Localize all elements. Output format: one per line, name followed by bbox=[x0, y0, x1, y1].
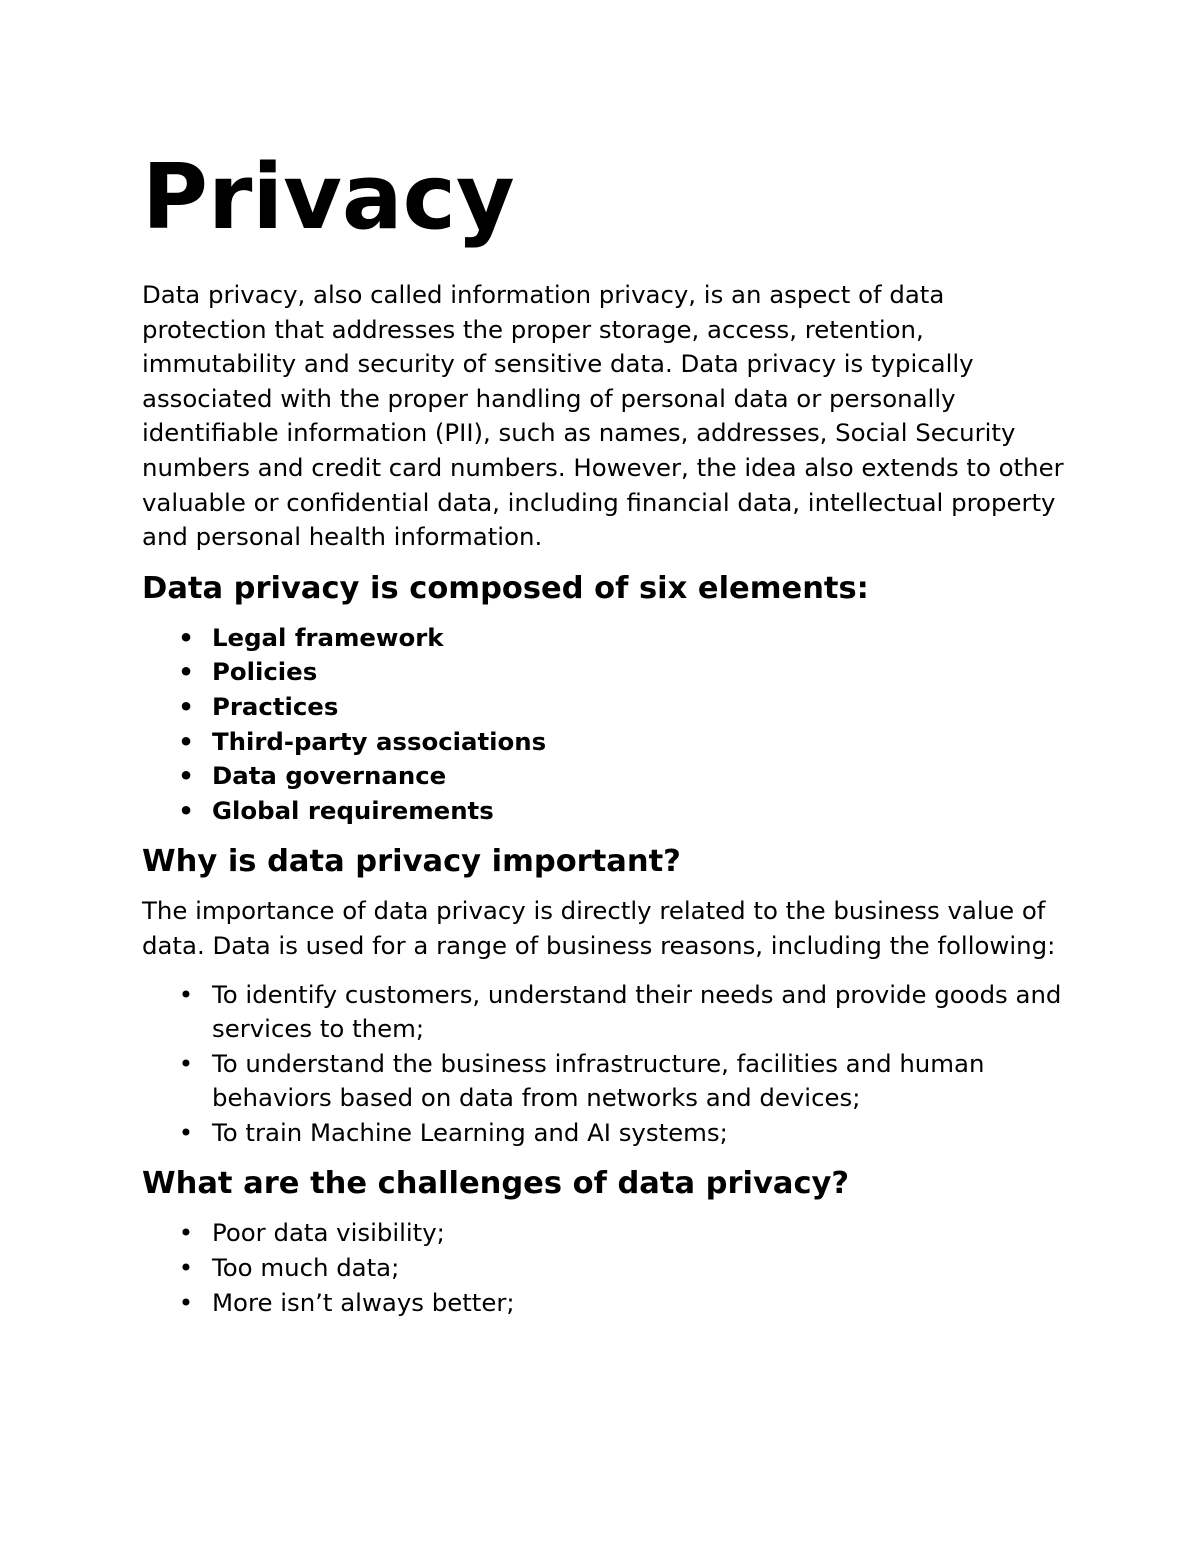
bullet-icon: • bbox=[178, 761, 194, 791]
list-item: • Policies bbox=[142, 655, 1072, 690]
page-title: Privacy bbox=[142, 145, 515, 250]
reasons-list bbox=[142, 978, 1072, 1151]
bullet-icon: • bbox=[178, 795, 194, 825]
elements-list bbox=[142, 621, 1072, 829]
bullet-icon: • bbox=[178, 979, 194, 1009]
bullet-icon: • bbox=[178, 622, 194, 652]
list-item: • Data governance bbox=[142, 759, 1072, 794]
list-item: • Third-party associations bbox=[142, 725, 1072, 760]
bullet-icon: • bbox=[178, 1117, 194, 1147]
list-item: • To identify customers, understand their needs and provide goods and services to them; bbox=[142, 978, 1072, 1047]
list-item: • To understand the business infrastructure, facilities and human behaviors based on data from networks and devices; bbox=[142, 1047, 1072, 1116]
document-page bbox=[142, 140, 1072, 1320]
bullet-icon: • bbox=[178, 726, 194, 756]
list-item: • Practices bbox=[142, 690, 1072, 725]
challenges-list bbox=[142, 1216, 1072, 1320]
list-item: • Poor data visibility; bbox=[142, 1216, 1072, 1251]
bullet-icon: • bbox=[178, 657, 194, 687]
section-heading-importance: Why is data privacy important? bbox=[142, 844, 681, 880]
importance-paragraph: The importance of data privacy is directly related to the business value of data. Data is used for a range of business reasons, including the following: bbox=[142, 896, 1056, 960]
bullet-icon: • bbox=[178, 691, 194, 721]
bullet-icon: • bbox=[178, 1287, 194, 1317]
bullet-icon: • bbox=[178, 1218, 194, 1248]
list-item: • Global requirements bbox=[142, 794, 1072, 829]
section-heading-elements: Data privacy is composed of six elements: bbox=[142, 570, 869, 606]
bullet-icon: • bbox=[178, 1048, 194, 1078]
list-item: • Legal framework bbox=[142, 621, 1072, 656]
intro-paragraph: Data privacy, also called information privacy, is an aspect of data protection that addresses the proper storage, access, retention, immutability and security of sensitive data. Data privacy is typically associated with the proper handling of personal data or personally identifiable information (PII), such as names, addresses, Social Security numbers and credit card numbers. However, the idea also extends to other valuable or confidential data, including financial data, intellectual property and personal health information. bbox=[142, 280, 1064, 552]
bullet-icon: • bbox=[178, 1253, 194, 1283]
list-item: • To train Machine Learning and AI systems; bbox=[142, 1116, 1072, 1151]
list-item: • More isn’t always better; bbox=[142, 1286, 1072, 1321]
section-heading-challenges: What are the challenges of data privacy? bbox=[142, 1166, 850, 1202]
list-item: • Too much data; bbox=[142, 1251, 1072, 1286]
